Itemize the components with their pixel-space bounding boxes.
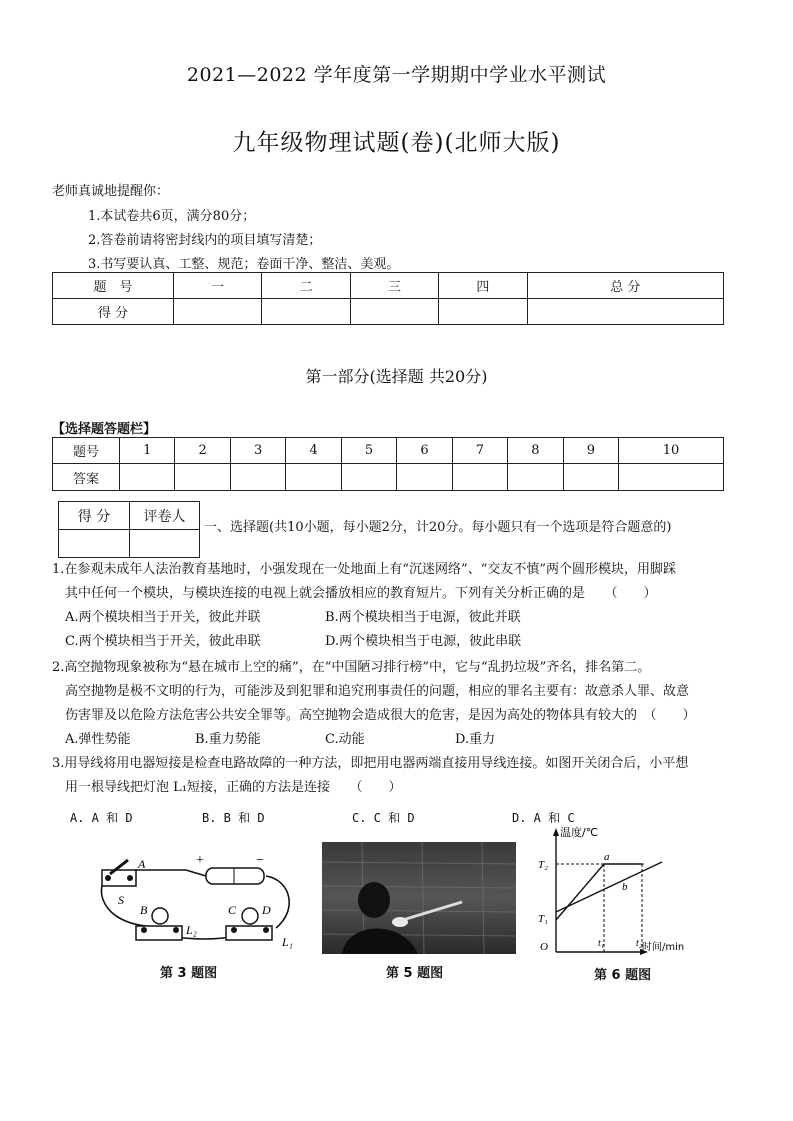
label-a: a <box>604 851 610 863</box>
question-text: 2.高空抛物现象被称为“悬在城市上空的痛”，在“中国陋习排行榜”中，它与“乱扔垃圾”齐名，排名第二。 <box>52 660 651 675</box>
grader-box <box>58 501 200 558</box>
score-header-cell: 四 <box>439 273 527 299</box>
answer-table <box>52 437 724 491</box>
question-text: 其中任何一个模块，与模块连接的电视上就会播放相应的教育短片。下列有关分析正确的是 （ ） <box>65 586 657 601</box>
answer-cell[interactable] <box>619 464 724 491</box>
label-b: b <box>622 881 628 893</box>
label-t2-time: t₂ <box>636 938 643 949</box>
question-number: 2 <box>175 438 230 464</box>
temperature-graph <box>534 824 684 964</box>
question-number: 3 <box>230 438 285 464</box>
question-2 <box>52 656 752 752</box>
answer-cell[interactable] <box>563 464 618 491</box>
option-a[interactable]: A. A 和 D <box>70 811 133 825</box>
answer-cell[interactable] <box>286 464 341 491</box>
bulb-l2-icon <box>152 908 168 924</box>
figure-3-caption: 第 3 题图 <box>160 966 218 981</box>
option-b[interactable]: B.两个模块相当于电源，彼此并联 <box>325 610 521 625</box>
option-a[interactable]: A.弹性势能 <box>65 732 131 747</box>
photo-figure <box>322 842 516 954</box>
option-d[interactable]: D.两个模块相当于电源，彼此串联 <box>325 634 522 649</box>
option-b[interactable]: B.重力势能 <box>195 732 261 747</box>
option-d[interactable]: D.重力 <box>455 732 496 747</box>
answer-cell[interactable] <box>120 464 175 491</box>
score-row-label: 得 分 <box>53 299 174 325</box>
option-b[interactable]: B. B 和 D <box>202 811 265 825</box>
grader-score-cell[interactable] <box>59 530 130 558</box>
notice-item: 1.本试卷共6页，满分80分； <box>88 209 256 224</box>
section-intro: 一、选择题(共10小题，每小题2分，计20分。每小题只有一个选项是符合题意的) <box>204 520 672 535</box>
battery <box>206 868 264 884</box>
score-header-cell: 三 <box>350 273 438 299</box>
grader-name-label: 评卷人 <box>130 502 200 530</box>
answer-cell[interactable] <box>230 464 285 491</box>
answer-cell[interactable] <box>508 464 563 491</box>
question-number: 9 <box>563 438 618 464</box>
bulb-l1-icon <box>242 908 258 924</box>
question-1 <box>52 558 742 654</box>
exam-title: 2021—2022 学年度第一学期期中学业水平测试 <box>186 64 607 86</box>
question-text: 高空抛物是极不文明的行为，可能涉及到犯罪和追究刑事责任的问题，相应的罪名主要有：故意杀人罪、故意 <box>65 684 690 699</box>
label-c: C <box>228 903 237 917</box>
question-number: 7 <box>452 438 507 464</box>
answer-cell[interactable] <box>175 464 230 491</box>
option-a[interactable]: A.两个模块相当于开关，彼此并联 <box>65 610 261 625</box>
score-header-cell: 题 号 <box>53 273 174 299</box>
question-number: 4 <box>286 438 341 464</box>
answer-cell[interactable] <box>397 464 452 491</box>
score-header-cell: 一 <box>174 273 262 299</box>
line-b <box>556 862 662 912</box>
label-a: A <box>138 857 146 871</box>
person-head <box>358 882 390 918</box>
question-number: 6 <box>397 438 452 464</box>
answer-cell[interactable] <box>452 464 507 491</box>
label-l2: L₂ <box>186 923 197 937</box>
score-cell[interactable] <box>439 299 527 325</box>
option-c[interactable]: C.动能 <box>325 732 365 747</box>
question-text: 3.用导线将用电器短接是检查电路故障的一种方法，即把用电器两端直接用导线连接。如图开关闭合后，小平想 <box>52 756 689 771</box>
answer-cell[interactable] <box>341 464 396 491</box>
option-d[interactable]: D. A 和 C <box>512 811 575 825</box>
answer-row-label: 题号 <box>53 438 120 464</box>
score-cell[interactable] <box>527 299 723 325</box>
label-plus: + <box>196 853 204 868</box>
option-c[interactable]: C.两个模块相当于开关，彼此串联 <box>65 634 261 649</box>
label-t1-time: t₁ <box>598 938 605 949</box>
label-t2: T₂ <box>538 859 548 871</box>
score-cell[interactable] <box>174 299 262 325</box>
notice-heading: 老师真诚地提醒你： <box>52 184 170 199</box>
answer-row-label: 答案 <box>53 464 120 491</box>
score-table <box>52 272 724 325</box>
label-b: B <box>140 903 148 917</box>
exam-subtitle: 九年级物理试题(卷)(北师大版) <box>232 130 561 156</box>
question-text: 伤害罪及以危险方法危害公共安全罪等。高空抛物会造成很大的危害，是因为高处的物体具有较大的 （ ） <box>65 708 696 723</box>
option-c[interactable]: C. C 和 D <box>352 811 415 825</box>
label-minus: − <box>256 853 264 868</box>
notice-item: 2.答卷前请将密封线内的项目填写清楚； <box>88 233 322 248</box>
figure-6-caption: 第 6 题图 <box>594 968 652 983</box>
score-cell[interactable] <box>262 299 350 325</box>
question-3 <box>52 752 752 830</box>
label-s: S <box>118 893 124 907</box>
grader-score-label: 得 分 <box>59 502 130 530</box>
score-cell[interactable] <box>350 299 438 325</box>
y-axis-label: 温度/℃ <box>560 826 599 839</box>
question-text: 用一根导线把灯泡 L₁短接，正确的方法是连接 （ ） <box>65 780 402 795</box>
question-number: 1 <box>120 438 175 464</box>
part-title: 第一部分(选择题 共20分) <box>305 367 488 386</box>
question-number: 10 <box>619 438 724 464</box>
circuit-figure <box>86 840 308 958</box>
label-l1: L₁ <box>282 935 293 949</box>
notice-item: 3.书写要认真、工整、规范；卷面干净、整洁、美观。 <box>88 257 400 272</box>
question-text: 1.在参观未成年人法治教育基地时，小强发现在一处地面上有“沉迷网络”、“交友不慎”两个圆形模块，用脚踩 <box>52 562 676 577</box>
label-origin: O <box>540 941 548 953</box>
score-header-cell: 总 分 <box>527 273 723 299</box>
figure-5-caption: 第 5 题图 <box>386 966 444 981</box>
grader-name-cell[interactable] <box>130 530 200 558</box>
score-header-cell: 二 <box>262 273 350 299</box>
question-number: 8 <box>508 438 563 464</box>
x-axis-label: 时间/min <box>642 942 684 953</box>
answer-bar-heading: 【选择题答题栏】 <box>52 422 157 437</box>
label-t1: T₁ <box>538 913 548 925</box>
question-number: 5 <box>341 438 396 464</box>
label-d: D <box>262 903 271 917</box>
